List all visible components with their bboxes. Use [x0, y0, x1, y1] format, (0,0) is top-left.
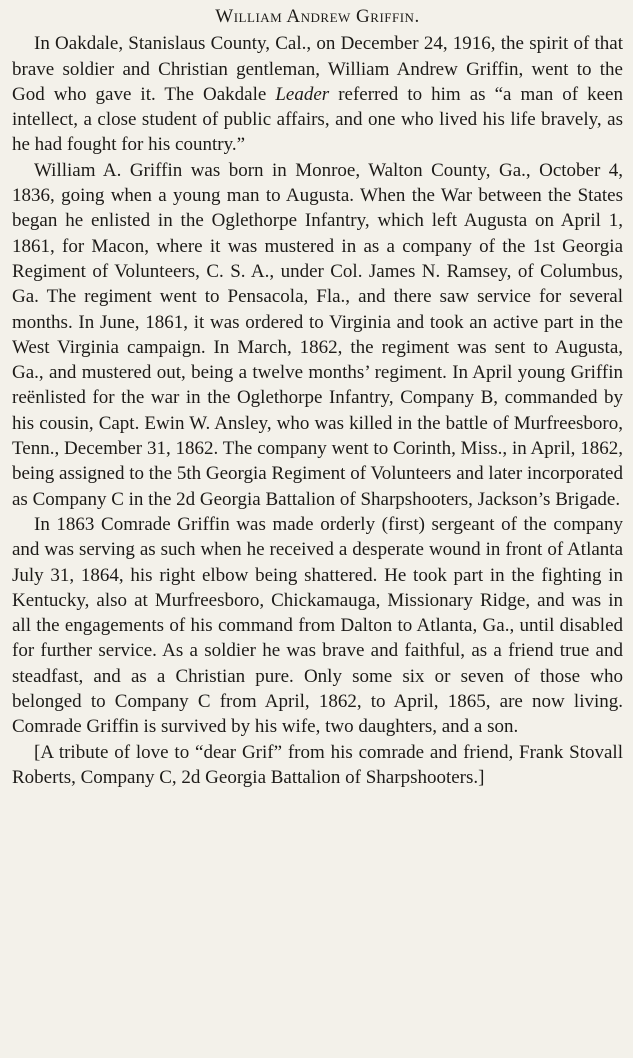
article-title: William Andrew Griffin.	[215, 6, 420, 27]
paragraph-tribute: [A tribute of love to “dear Grif” from his comrade and friend, Frank Stovall Roberts, Company C, 2d Georgia Battalion of Sharpshooters.]	[12, 741, 623, 788]
paragraph-1-text-b: referred to him as “a man of keen intellect, a close student of public affairs, and one who lived his life bravely, as he had fought for his country.”	[12, 83, 623, 156]
paragraph-biography: William A. Griffin was born in Monroe, Walton County, Ga., October 4, 1836, going when a young man to Augusta. When the War between the States began he enlisted in the Oglethorpe Infantry, which left Augusta on April 1, 1861, for Macon, where it was mustered in as a company of the 1st Georgia Regiment of Volunteers, C. S. A., under Col. James N. Ramsey, of Columbus, Ga. The regiment went to Pensacola, Fla., and there saw service for several months. In June, 1861, it was ordered to Virginia and took an active part in the West Virginia campaign. In March, 1862, the regiment was sent to Augusta, Ga., and mustered out, being a twelve months’ regiment. In April young Griffin reënlisted for the war in the Oglethorpe Infantry, Company B, commanded by his cousin, Capt. Ewin W. Ansley, who was killed in the battle of Murfreesboro, Tenn., December 31, 1862. The company went to Corinth, Miss., in April, 1862, being assigned to the 5th Georgia Regiment of Volunteers and later incorporated as Company C in the 2d Georgia Battalion of Sharpshooters, Jackson’s Brigade.	[12, 159, 623, 510]
newspaper-name: Leader	[275, 83, 330, 105]
paragraph-death-notice	[12, 31, 623, 157]
paragraph-1-text-a: In Oakdale, Stanislaus County, Cal., on December 24, 1916, the spirit of that brave soldier and Christian gentleman, William Andrew Griffin, went to the God who gave it. The Oakdale	[12, 33, 623, 105]
paragraph-service: In 1863 Comrade Griffin was made orderly (first) sergeant of the company and was serving as such when he received a desperate wound in front of Atlanta July 31, 1864, his right elbow being shattered. He took part in the fighting in Kentucky, also at Murfreesboro, Chickamauga, Missionary Ridge, and was in all the engagements of his command from Dalton to Atlanta, Ga., until disabled for further service. As a soldier he was brave and faithful, as a friend true and steadfast, and as a Christian pure. Only some six or seven of those who belonged to Company C from April, 1862, to April, 1865, are now living. Comrade Griffin is survived by his wife, two daughters, and a son.	[12, 513, 623, 738]
obituary-page	[12, 4, 623, 790]
